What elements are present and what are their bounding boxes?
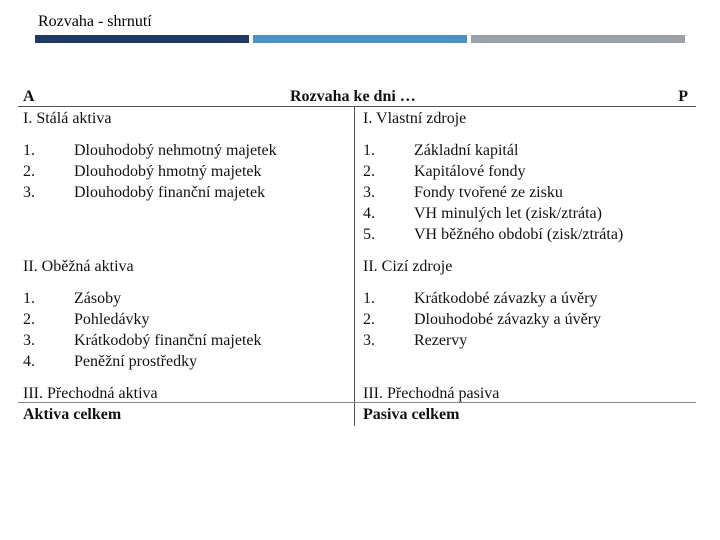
item-label: Dlouhodobý hmotný majetek	[74, 163, 262, 180]
liabilities-total: Pasiva celkem	[363, 406, 460, 423]
item-number: 1.	[23, 290, 35, 307]
section-external-sources-title: II. Cizí zdroje	[363, 258, 453, 275]
accent-bar-gray	[471, 35, 685, 43]
accent-bar-navy	[35, 35, 249, 43]
item-number: 1.	[363, 142, 375, 159]
section-accrued-assets-title: III. Přechodná aktiva	[23, 385, 158, 402]
assets-total: Aktiva celkem	[23, 406, 122, 423]
table-heading: Rozvaha ke dni …	[290, 88, 416, 105]
section-fixed-assets-title: I. Stálá aktiva	[23, 110, 112, 127]
item-number: 3.	[23, 184, 35, 201]
section-equity-title: I. Vlastní zdroje	[363, 110, 467, 127]
column-divider	[354, 106, 355, 426]
item-label: Základní kapitál	[414, 142, 519, 159]
assets-marker: A	[23, 88, 35, 105]
item-number: 2.	[363, 311, 375, 328]
section-current-assets-title: II. Oběžná aktiva	[23, 258, 134, 275]
item-number: 2.	[363, 163, 375, 180]
item-label: VH minulých let (zisk/ztráta)	[414, 205, 602, 222]
slide-title: Rozvaha - shrnutí	[38, 13, 152, 30]
item-label: Rezervy	[414, 332, 468, 349]
item-label: Dlouhodobé závazky a úvěry	[414, 311, 602, 328]
item-number: 3.	[363, 332, 375, 349]
item-label: Kapitálové fondy	[414, 163, 526, 180]
liabilities-marker: P	[678, 88, 688, 105]
item-number: 5.	[363, 226, 375, 243]
item-label: Peněžní prostředky	[74, 353, 198, 370]
item-number: 4.	[363, 205, 375, 222]
item-label: Fondy tvořené ze zisku	[414, 184, 563, 201]
item-label: Dlouhodobý nehmotný majetek	[74, 142, 277, 159]
item-number: 3.	[23, 332, 35, 349]
item-label: Krátkodobé závazky a úvěry	[414, 290, 598, 307]
item-label: VH běžného období (zisk/ztráta)	[414, 226, 624, 243]
item-label: Krátkodobý finanční majetek	[74, 332, 262, 349]
item-number: 2.	[23, 311, 35, 328]
accent-bar-blue	[253, 35, 467, 43]
section-accrued-liabilities-title: III. Přechodná pasiva	[363, 385, 500, 402]
item-number: 1.	[23, 142, 35, 159]
item-number: 2.	[23, 163, 35, 180]
item-label: Zásoby	[74, 290, 122, 307]
item-label: Dlouhodobý finanční majetek	[74, 184, 266, 201]
table-header-row	[18, 84, 696, 107]
item-label: Pohledávky	[74, 311, 150, 328]
item-number: 4.	[23, 353, 35, 370]
item-number: 1.	[363, 290, 375, 307]
balance-sheet-table	[18, 84, 696, 426]
item-number: 3.	[363, 184, 375, 201]
